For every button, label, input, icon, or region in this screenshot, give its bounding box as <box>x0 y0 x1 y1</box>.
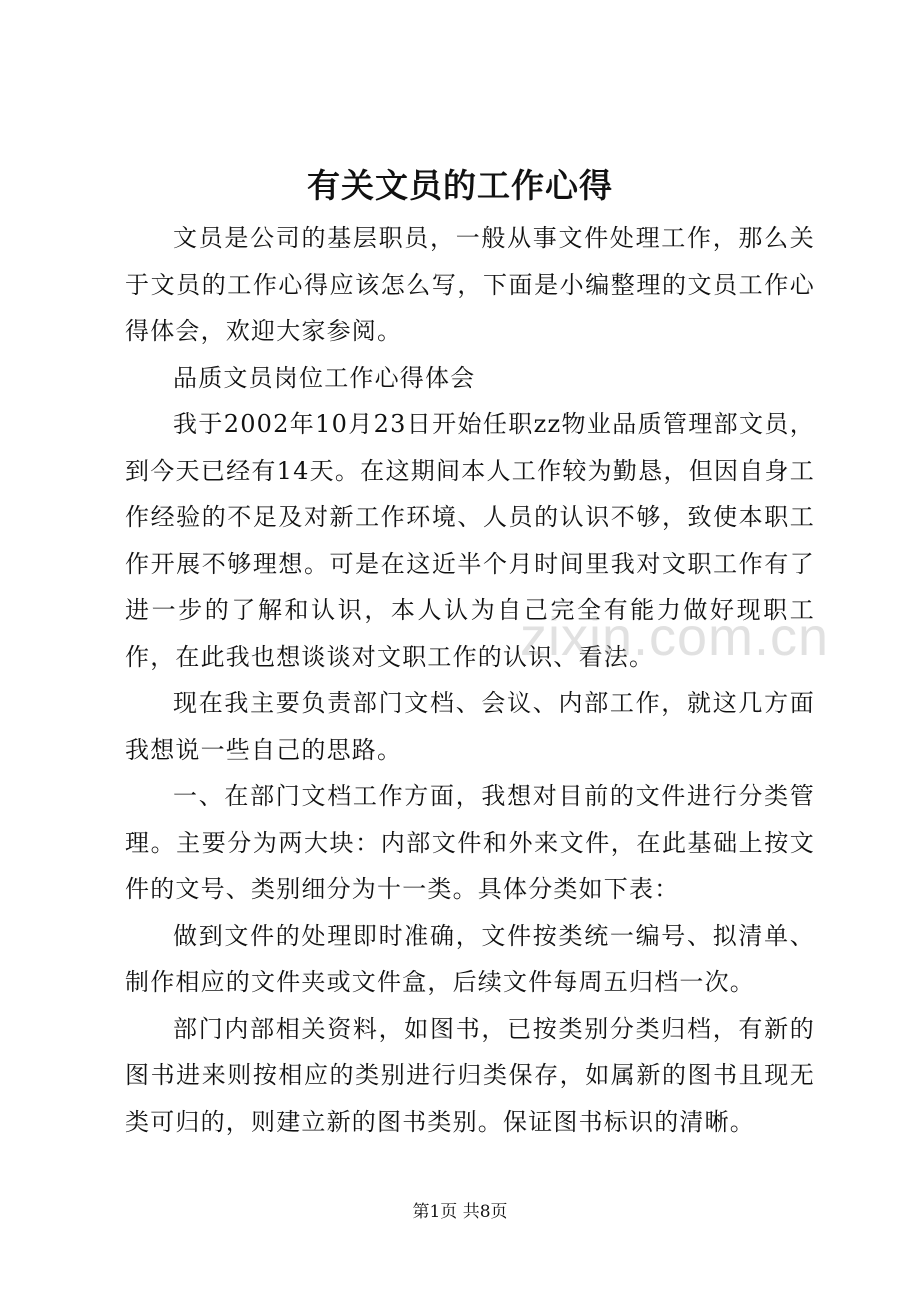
page-footer: 第1页 共8页 <box>412 1202 508 1222</box>
paragraph-document-management: 一、在部门文档工作方面，我想对目前的文件进行分类管理。主要分为两大块：内部文件和外来文件，在此基础上按文件的文号、类别细分为十一类。具体分类如下表： <box>125 782 815 903</box>
paragraph-responsibilities: 现在我主要负责部门文档、会议、内部工作，就这几方面我想说一些自己的思路。 <box>125 689 815 764</box>
document-body <box>125 215 815 1145</box>
paragraph-subheading: 品质文员岗位工作心得体会 <box>173 363 476 392</box>
watermark: zixin.com.cn <box>520 607 830 667</box>
paragraph-filing: 做到文件的处理即时准确，文件按类统一编号、拟清单、制作相应的文件夹或文件盒，后续文件每周五归档一次。 <box>125 921 815 996</box>
paragraph-intro: 文员是公司的基层职员，一般从事文件处理工作，那么关于文员的工作心得应该怎么写，下面是小编整理的文员工作心得体会，欢迎大家参阅。 <box>125 224 815 345</box>
paragraph-experience: 我于2002年10月23日开始任职zz物业品质管理部文员，到今天已经有14天。在这期间本人工作较为勤恳，但因自身工作经验的不足及对新工作环境、人员的认识不够，致使本职工作开展不够理想。可是在这近半个月时间里我对文职工作有了进一步的了解和认识，本人认为自己完全有能力做好现职工作，在此我也想谈谈对文职工作的认识、看法。 <box>125 410 815 671</box>
document-title: 有关文员的工作心得 <box>307 166 613 205</box>
paragraph-library: 部门内部相关资料，如图书，已按类别分类归档，有新的图书进来则按相应的类别进行归类保存，如属新的图书且现无类可归的，则建立新的图书类别。保证图书标识的清晰。 <box>125 1014 815 1136</box>
